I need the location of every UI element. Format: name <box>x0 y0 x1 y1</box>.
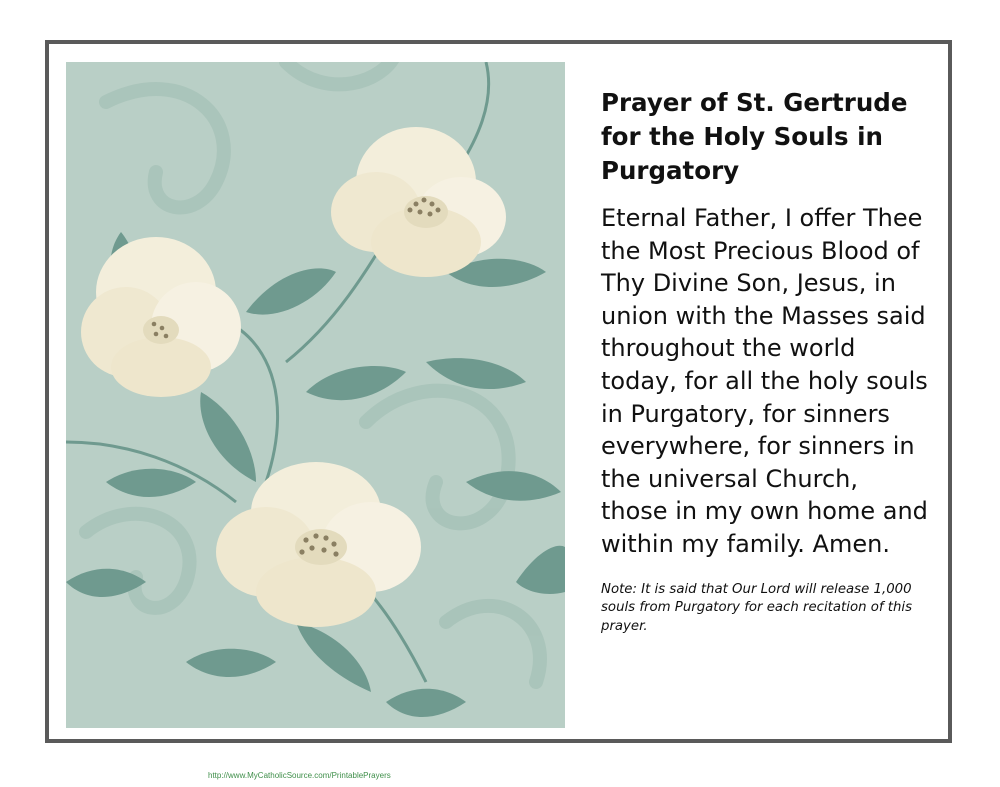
prayer-note: Note: It is said that Our Lord will release 1,000 souls from Purgatory for each recitation of this prayer. <box>601 581 913 634</box>
prayer-text-column <box>601 86 931 636</box>
prayer-body: Eternal Father, I offer Thee the Most Precious Blood of Thy Divine Son, Jesus, in union with the Masses said throughout the world today, for all the holy souls in Purgatory, for sinners everywhere, for sinners in the universal Church, those in my own home and within my family. Amen. <box>601 204 928 558</box>
floral-artwork <box>66 62 565 728</box>
source-url-link[interactable]: http://www.MyCatholicSource.com/PrintablePrayers <box>208 771 391 780</box>
prayer-title: Prayer of St. Gertrude for the Holy Souls in Purgatory <box>601 88 908 185</box>
